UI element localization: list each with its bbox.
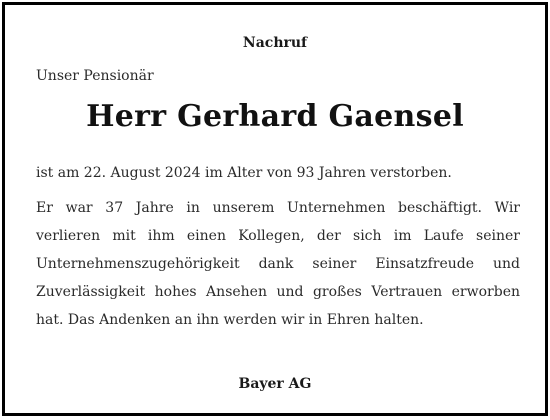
tribute-paragraph: Er war 37 Jahre in unserem Unternehmen beschäftigt. Wir verlieren mit ihm einen Kollegen, der sich im Laufe seiner Unternehmenszugehörigkeit dank seiner Einsatzfreude und Zuverlässigkeit hohes Ansehen und großes Vertrauen erworben hat. Das Andenken an ihn werden wir in Ehren halten.	[36, 200, 520, 328]
obituary-notice	[2, 2, 548, 416]
death-statement: ist am 22. August 2024 im Alter von 93 Jahren verstorben.	[36, 165, 452, 181]
intro-line: Unser Pensionär	[36, 68, 154, 84]
deceased-name: Herr Gerhard Gaensel	[86, 99, 464, 134]
notice-heading: Nachruf	[242, 35, 308, 51]
company-signature: Bayer AG	[238, 376, 312, 392]
